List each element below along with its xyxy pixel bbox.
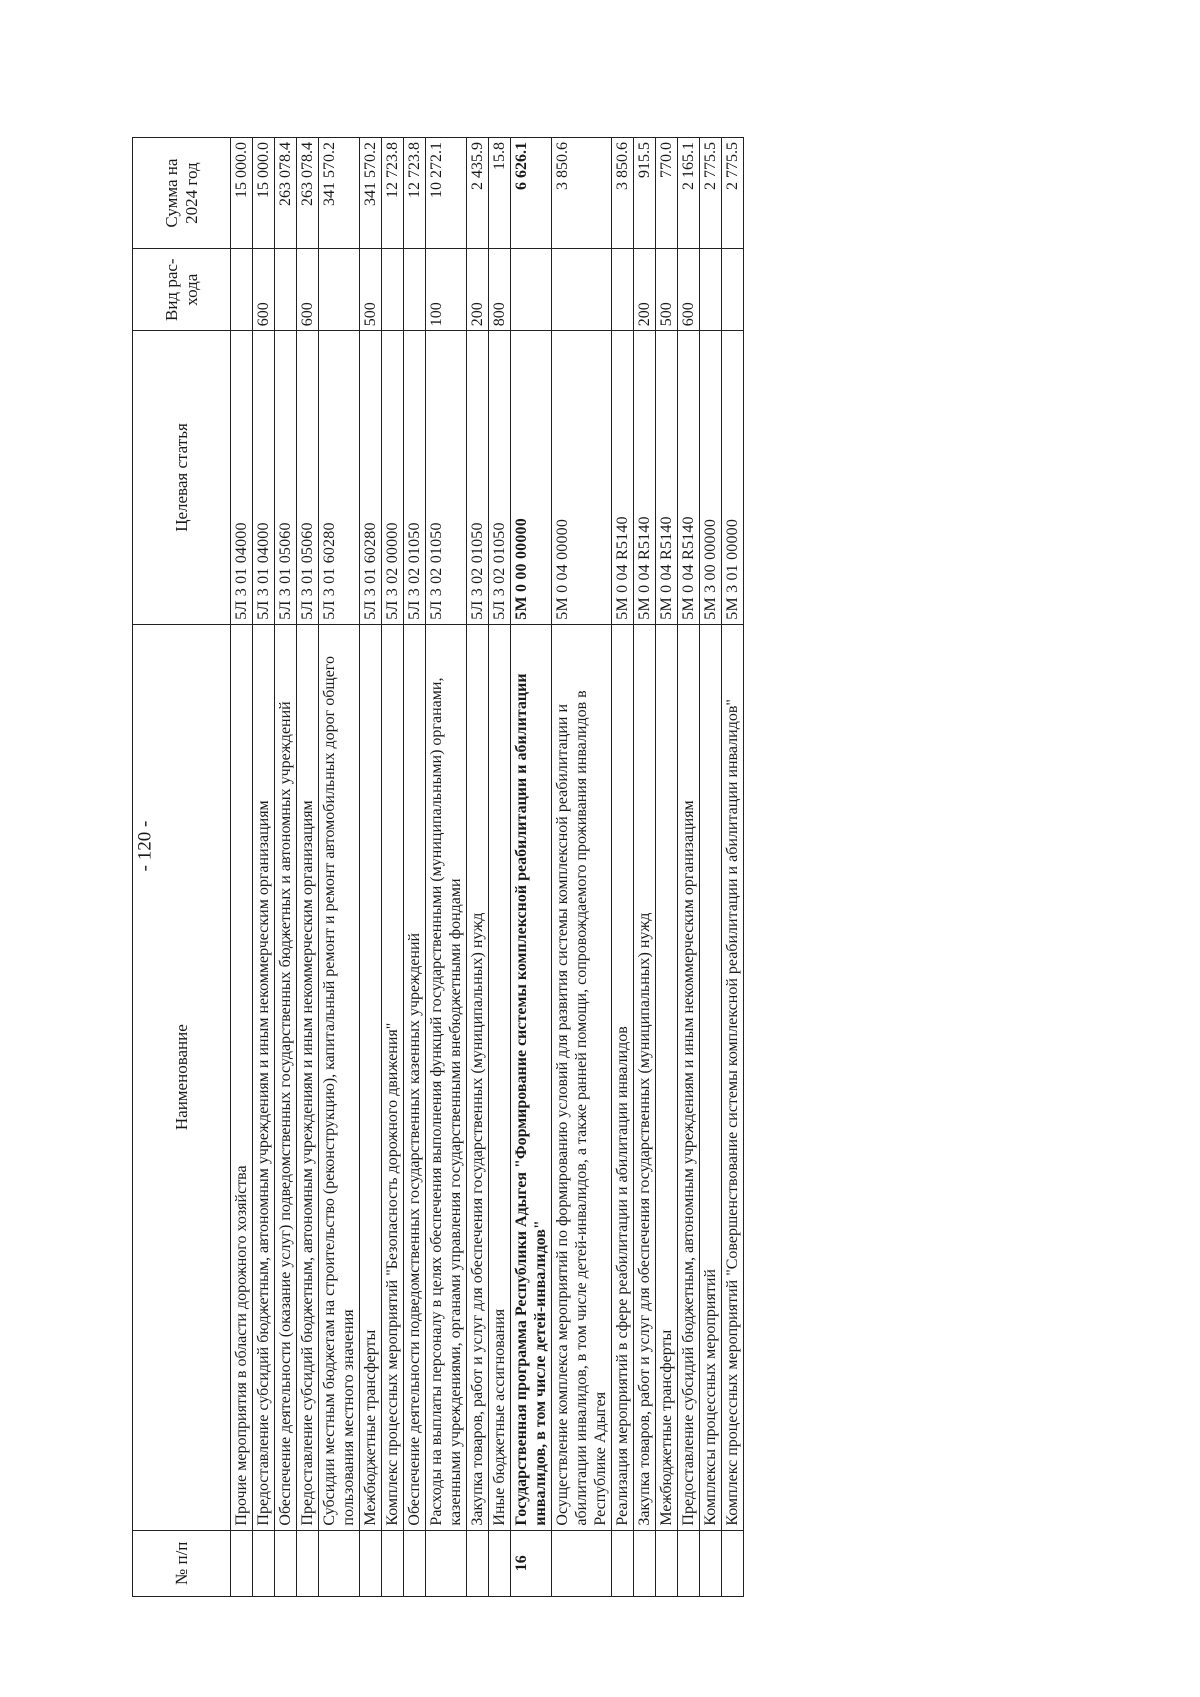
cell-code: 5Л 3 01 05060 [275,331,297,624]
cell-type: 600 [297,249,319,331]
cell-name: Прочие мероприятия в области дорожного хозяйства [231,624,253,1530]
cell-code: 5М 0 04 R5140 [678,331,700,624]
cell-name: Комплекс процессных мероприятий "Совершенствование системы комплексной реабилитации и абилитации инвалидов" [722,624,744,1530]
cell-num [612,1530,634,1596]
budget-table [132,137,744,1597]
table-row [656,138,678,1597]
cell-name: Предоставление субсидий бюджетным, автономным учреждениям и иным некоммерческим организациям [678,624,700,1530]
table-row [678,138,700,1597]
cell-sum: 15 000.0 [231,138,253,249]
cell-code: 5М 3 00 00000 [700,331,722,624]
cell-name: Государственная программа Республики Адыгея "Формирование системы комплексной реабилитации и абилитации инвалидов, в том числе детей-инвалидов" [511,624,552,1530]
cell-num [360,1530,382,1596]
table-header [133,138,231,1597]
cell-num [382,1530,404,1596]
table-row [634,138,656,1597]
table-row [722,138,744,1597]
cell-sum: 2 775.5 [700,138,722,249]
cell-num [552,1530,612,1596]
cell-code: 5Л 3 02 01050 [467,331,489,624]
cell-code: 5Л 3 01 60280 [360,331,382,624]
cell-name: Закупка товаров, работ и услуг для обеспечения государственных (муниципальных) нужд [634,624,656,1530]
cell-sum: 915.5 [634,138,656,249]
cell-sum: 12 723.8 [404,138,426,249]
cell-sum: 2 165.1 [678,138,700,249]
cell-sum: 2 435.9 [467,138,489,249]
cell-num [722,1530,744,1596]
header-sum: Сумма на 2024 год [133,138,231,249]
cell-sum: 3 850.6 [612,138,634,249]
cell-sum: 341 570.2 [360,138,382,249]
table-body [231,138,744,1597]
table-row [275,138,297,1597]
cell-type [552,249,612,331]
table-row [552,138,612,1597]
cell-code: 5М 0 00 00000 [511,331,552,624]
header-row [133,138,231,1597]
cell-sum: 263 078.4 [275,138,297,249]
table-row [489,138,511,1597]
cell-type: 200 [467,249,489,331]
cell-name: Межбюджетные трансферты [656,624,678,1530]
table-row [360,138,382,1597]
cell-name: Закупка товаров, работ и услуг для обеспечения государственных (муниципальных) нужд [467,624,489,1530]
cell-type: 500 [360,249,382,331]
cell-type [231,249,253,331]
cell-num [700,1530,722,1596]
cell-num [426,1530,467,1596]
cell-type [404,249,426,331]
cell-sum: 3 850.6 [552,138,612,249]
cell-num [634,1530,656,1596]
cell-num [404,1530,426,1596]
cell-type: 600 [253,249,275,331]
table-row [511,138,552,1597]
cell-sum: 6 626.1 [511,138,552,249]
cell-type: 800 [489,249,511,331]
page-number: - 120 - [134,820,156,872]
budget-table-frame [132,137,1067,1597]
cell-sum: 770.0 [656,138,678,249]
header-num: № п/п [133,1530,231,1596]
cell-code: 5М 3 01 00000 [722,331,744,624]
cell-name: Комплексы процессных мероприятий [700,624,722,1530]
cell-type [275,249,297,331]
table-row [612,138,634,1597]
cell-sum: 12 723.8 [382,138,404,249]
cell-sum: 2 775.5 [722,138,744,249]
header-name: Наименование [133,624,231,1530]
cell-num [678,1530,700,1596]
cell-name: Осуществление комплекса мероприятий по формированию условий для развития системы комплексной реабилитации и абилитации инвалидов, в том числе детей-инвалидов, а также ранней помощи, сопровождаемого проживания инвалидов в Республике Адыгея [552,624,612,1530]
cell-type: 200 [634,249,656,331]
cell-num [231,1530,253,1596]
cell-sum: 15 000.0 [253,138,275,249]
header-type: Вид рас-хода [133,249,231,331]
cell-num [297,1530,319,1596]
cell-num [319,1530,360,1596]
cell-num [275,1530,297,1596]
cell-type: 500 [656,249,678,331]
cell-num: 16 [511,1530,552,1596]
cell-type [700,249,722,331]
table-row [700,138,722,1597]
table-row [467,138,489,1597]
cell-name: Обеспечение деятельности (оказание услуг) подведомственных государственных бюджетных и автономных учреждений [275,624,297,1530]
cell-name: Предоставление субсидий бюджетным, автономным учреждениям и иным некоммерческим организациям [253,624,275,1530]
cell-name: Иные бюджетные ассигнования [489,624,511,1530]
cell-num [489,1530,511,1596]
cell-code: 5М 0 04 00000 [552,331,612,624]
cell-type: 600 [678,249,700,331]
cell-num [253,1530,275,1596]
cell-name: Межбюджетные трансферты [360,624,382,1530]
cell-name: Субсидии местным бюджетам на строительство (реконструкцию), капитальный ремонт и ремонт автомобильных дорог общего пользования местного значения [319,624,360,1530]
cell-num [656,1530,678,1596]
table-row [253,138,275,1597]
cell-name: Обеспечение деятельности подведомственных государственных казенных учреждений [404,624,426,1530]
cell-code: 5Л 3 02 01050 [426,331,467,624]
cell-type [722,249,744,331]
cell-code: 5Л 3 01 04000 [231,331,253,624]
cell-name: Реализация мероприятий в сфере реабилитации и абилитации инвалидов [612,624,634,1530]
cell-type [319,249,360,331]
cell-code: 5Л 3 01 05060 [297,331,319,624]
cell-code: 5Л 3 02 01050 [489,331,511,624]
cell-type [382,249,404,331]
cell-name: Комплекс процессных мероприятий "Безопасность дорожного движения" [382,624,404,1530]
cell-code: 5Л 3 01 60280 [319,331,360,624]
table-row [319,138,360,1597]
header-code: Целевая статья [133,331,231,624]
cell-code: 5Л 3 02 00000 [382,331,404,624]
table-row [404,138,426,1597]
cell-sum: 15.8 [489,138,511,249]
cell-code: 5М 0 04 R5140 [634,331,656,624]
cell-name: Предоставление субсидий бюджетным, автономным учреждениям и иным некоммерческим организациям [297,624,319,1530]
table-row [426,138,467,1597]
cell-type [511,249,552,331]
cell-sum: 341 570.2 [319,138,360,249]
cell-name: Расходы на выплаты персоналу в целях обеспечения выполнения функций государственными (муниципальными) органами, казенными учреждениями, органами управления государственными внебюджетными фондами [426,624,467,1530]
cell-sum: 263 078.4 [297,138,319,249]
table-row [382,138,404,1597]
cell-code: 5Л 3 01 04000 [253,331,275,624]
cell-type [612,249,634,331]
cell-num [467,1530,489,1596]
cell-code: 5М 0 04 R5140 [612,331,634,624]
table-row [297,138,319,1597]
table-row [231,138,253,1597]
cell-code: 5Л 3 02 01050 [404,331,426,624]
cell-type: 100 [426,249,467,331]
cell-code: 5М 0 04 R5140 [656,331,678,624]
cell-sum: 10 272.1 [426,138,467,249]
